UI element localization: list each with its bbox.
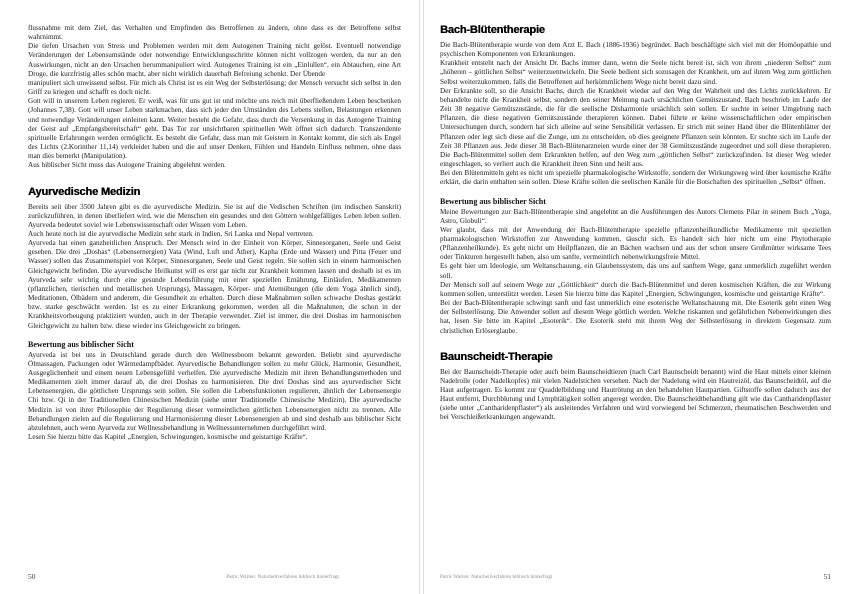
heading-bach-bluetentherapie: Bach-Blütentherapie	[440, 24, 545, 36]
paragraph: Die Bach-Blütentherapie wurde von dem Arzt E. Bach (1886-1936) begründet. Bach beschäftigte sich viel mit der Homöopathie und psychischen Komponenten von Erkrankungen.	[440, 41, 831, 59]
paragraph: Wer glaubt, dass mit der Anwendung der Bach-Blütentherapie spezielle pflanzenheilkundliche Medikamente mit speziellen pharmakologischen Wirkstoffen zur Anwendung kommen, täuscht sich. Es handelt sich hier nicht um eine Phytotherapie (Pflanzenheilkunde). Es geht nicht um Heilpflanzen, die an Bächen wachsen und aus der schon unsere Großmütter wirksame Tees oder Tinkturen hergestellt haben, also um sanfte, vermeintlich nebenwirkungsfreie Mittel.	[440, 225, 831, 262]
paragraph: Bei der Bach-Blütentherapie schwingt sanft und fast unmerklich eine esoterische Weltanschauung mit. Die Esoterik geht einen Weg der Selbsterlösung. Die Anwender sollen auf diesem Wege göttlich werden. Welche riskanten und gefährlichen Nebenwirkungen dies hat, lesen Sie bitte im Kapitel „Esoterik“. Die Esoterik steht mit ihrem Weg der Selbsterlösung in direktem Gegensatz zum christlichen Erlöserglaube.	[440, 299, 831, 335]
paragraph: Bereits seit über 3500 Jahren gibt es die ayurvedische Medizin. Sie ist auf die Vedischen Schriften (im indischen Sanskrit) zurückzuführen, in denen überliefert wird, wie die Menschen ein gesundes und den Göttern wohlgefälliges Leben leben sollen. Ayurveda bedeutet soviel wie Lebenswissenschaft oder Wissen vom Leben.	[28, 202, 401, 229]
page-50	[0, 0, 420, 594]
paragraph: Ayurveda hat einen ganzheitlichen Anspruch. Der Mensch wird in der Einheit von Körper, Sinnesorganen, Seele und Geist gesehen. Die drei „Doshas“ (Lebensernergien) Vata (Wind, Luft und Äther), Kapha (Erde und Wasser) und Pitta (Feuer und Wasser) sollen das Zusammenspiel von Körper, Sinnesorganen, Seele und Geist regeln. Sie sollen sich in einem harmonischen Gleichgewicht befinden. Die ayurvedische Heilkunst will es erst gar nicht zur Krankheit kommen lassen und deshalb ist es im Ayurveda sehr wichtig durch eine gesunde Lebensführung mit einer speziellen Ernährung, Einläufen, Medikamenten (pflanzlichen, tierischen und metallischen Ursprungs), Massagen, Körper- und Atemübungen (die dem Yoga ähnlich sind), Meditationen, Ölbädern und anderem, die Gesundheit zu erhalten. Durch diese Maßnahmen sollen schwache Doshas gestärkt bzw. starke geschwächt werden. Ist es zu einer Erkrankung gekommen, werden all die Maßnahmen, die schon in der Krankheitsvorbeugung praktiziert wurden, auch in der Therapie verwendet. Ziel ist immer, die drei Doshas im harmonischen Gleichgewicht zu halten bzw. diese wieder ins Gleichgewicht zu bringen.	[28, 239, 401, 330]
paragraph: Ayurveda ist bei uns in Deutschland gerade durch den Wellnessboom bekannt geworden. Beliebt sind ayurvedische Ölmassagen, Packungen oder Wärmedampfbäder. Ayurvedische Behandlungen sollen zu mehr Glück, Harmonie, Gesundheit, Ausgeglichenheit und einem neuen Lebensgefühl verhelfen. Die ayurvedische Medizin mit ihren Behandlungsmethoden und Medikamenten zielt immer darauf ab, die drei Doshas zu harmonisieren. Die drei Doshas sind aus ayurvedischer Sicht Lebensenergien, die göttlichen Ursprungs sein sollen. Sie sollen die Lebensfunktionen regulieren, ähnlich der Lebensenergie Chi bzw. Qi in der Traditionellen Chinesischen Medizin (siehe unter Traditionelle Chinesische Medizin). Die ayurvedische Medizin ist von ihrer Philosophie der Regulierung dieser vermeintlichen göttlichen Lebensenergien nicht zu trennen. Alle Behandlungen zielen auf die Regulierung und Harmonisierung dieser Lebensenergien ab und sind deshalb aus biblischer Sicht abzulehnen, auch wenn Ayurveda zur Wellnessbehandlung in Wellnessunternehmen durchgeführt wird.	[28, 350, 401, 432]
paragraph: Krankheit entsteht nach der Ansicht Dr. Bachs immer dann, wenn die Seele nicht bereit ist, sich von ihrem „niederen Selbst“ zum „höheren – göttlichen Selbst“ weiterzuentwickeln. Die Seele bedient sich sozusagen der Krankheit, um auf ihrem Weg zum göttlichen Selbst weiterzukommen, falls die Betroffenen auf herkömmlichem Wege nicht bereit dazu sind.	[440, 59, 831, 86]
paragraph: flussnahme mit dem Ziel, das Verhalten und Empfinden des Betroffenen zu ändern, ohne dass es der Betroffene selbst wahrnimmt.	[28, 24, 401, 42]
paragraph: Der Mensch soll auf seinem Wege zur „Göttlichkeit“ durch die Bach-Blütenmittel und deren kosmischen Kräften, die zur Wirkung kommen sollen, unterstützt werden. Lesen Sie hierzu bitte das Kapitel „Energien, Schwingungen, kosmische und geistartige Kräfte“.	[440, 280, 831, 298]
paragraph: Aus biblischer Sicht muss das Autogene Training abgelehnt werden.	[28, 161, 226, 170]
subheading-bewertung-aus-biblischer-sicht: Bewertung aus biblischer Sicht	[440, 196, 546, 206]
page-51	[423, 0, 847, 594]
running-footer: Patric Warten: Naturheilverfahren biblisch hinterfragt	[226, 575, 339, 580]
paragraph: Auch heute noch ist die ayurvedische Medizin sehr stark in Indien, Sri Lanka und Nepal vertreten.	[28, 229, 314, 238]
paragraph: Bei der Baunscheidt-Therapie oder auch beim Baunscheidtieren (nach Carl Baunscheidt benannt) wird die Haut mittels einer kleinen Nadelrolle (oder Nadelkopfes) mit vielen Nadelstichen versehen. Nach der Nadelung wird ein Hautreizöl, das Baunscheidtöl, auf die Haut aufgetragen. Es kommt zur Quaddelbildung und Hautrötung an den behandelten Hautpartien. Giftstoffe sollen dadurch aus der Haut entfernt, Durchblutung und Lymphtätigkeit sollen angeregt werden. Die Baunscheidtbehandlung gilt wie das Cantharidenpflaster (siehe unter „Cantharidenpflaster“) als ausleitendes Verfahren und wird vorwiegend bei Schmerzen, rheumatischen Beschwerden und bei Verschleißerkrankungen angewandt.	[440, 367, 831, 422]
running-footer: Patric Warten: Naturheilverfahren biblisch hinterfragt	[440, 575, 553, 580]
paragraph: Meine Bewertungen zur Bach-Blütentherapie sind angelehnt an die Ausführungen des Autors Clemens Pilar in seinem Buch „Yoga, Astro, Globuli“.	[440, 207, 831, 225]
heading-ayurvedische-medizin: Ayurvedische Medizin	[28, 185, 141, 198]
subheading-bewertung-aus-biblischer-sicht: Bewertung aus biblischer Sicht	[28, 339, 134, 349]
page-number: 51	[823, 572, 831, 581]
paragraph: Bei den Blütenmitteln geht es nicht um spezielle pharmakologische Wirkstoffe, sondern der Wirkungsweg wird über kosmische Kräfte erklärt, die darin enthalten sein sollen. Diese Kräfte sollen die seelischen Kanäle für die Botschaften des spirituellen „Selbst“ öffnen.	[440, 169, 831, 187]
paragraph: Gott will in unserem Leben regieren. Er weiß, was für uns gut ist und möchte uns reich mit überfließendem Leben beschenken (Johannes 7,38). Gott will unser Leben starkmachen, dass sich jeder den Umständen des Lebens stellen, Belastungen erkennen und notwendige Veränderungen einleiten kann. Weiter besteht die Gefahr, dass durch die Versenkung in das Autogene Training der Geist auf „Empfangsbereitschaft“ geht. Das Tor zur unsichtbaren spirituellen Welt öffnet sich dadurch. Transzendente spirituelle Erfahrungen werden ermöglicht. Es besteht die Gefahr, dass man mit Geistern in Kontakt kommt, die sich als Engel des Lichts (2.Korinther 11,14) verkleidet haben und die auf unser Denken, Fühlen und Handeln Einfluss nehmen, ohne dass man dies bemerkt (Manipulation).	[28, 97, 401, 161]
paragraph: Lesen Sie hierzu bitte das Kapitel „Energien, Schwingungen, kosmische und geistartige Kräfte“.	[28, 433, 308, 442]
paragraph: Der Erkrankte soll, so die Ansicht Bachs, durch die Krankheit wieder auf den Weg der Wahrheit und des Lichts zurückkehren. Er behandelte nicht die Krankheit selbst, sondern den seiner Meinung nach ursächlichen Gemütszustand. Bach beschrieb im Laufe der Zeit 38 negative Gemütszustände, die für die seelische Disharmonie ursächlich sein sollen. Er suchte in seiner Umgebung nach Pflanzen, die diese negativen Gemütszustände therapieren können. Dabei führte er keine wissenschaftlichen oder empirischen Untersuchungen durch, sondern hat sich alleine auf seine Sensibilität verlassen. Er strich mit seiner Hand über die Blütenblätter der Pflanzen oder legt sich diese auf die Zunge, um zu entscheiden, ob dies geeignete Pflanzen sein könnten. Er suchte sich im Laufe der Zeit 38 Pflanzen aus. Jede dieser 38 Bach-Blütenarzneien wurde einer der 38 Gemütszustände zugeordnet und soll diese therapieren. Die Bach-Blütenmittel sollen dem Erkrankten helfen, auf den Weg zum „göttlichen Selbst“ zurückzufinden. Ist dieser Weg wieder eingeschlagen, so verliert auch die Krankheit ihren Sinn und heilt aus.	[440, 86, 831, 169]
page-number: 50	[28, 572, 36, 581]
paragraph: Es geht hier um Ideologie, um Weltanschauung, ein Glaubenssystem, das uns auf sanftem Wege, ganz unmerklich zugeführt werden soll.	[440, 262, 831, 280]
heading-baunscheidt-therapie: Baunscheidt-Therapie	[440, 350, 553, 363]
paragraph: Die tiefen Ursachen von Stress und Problemen werden mit dem Autogenen Training nicht gelöst. Eventuell notwendige Veränderungen der Lebensumstände oder notwendige Entwicklungsschritte können nicht vollzogen werden, da nur an den Auswirkungen, nicht an den Ursachen herummanipuliert wird. Autogenes Training ist ein „Einlullen“, ein Abtauchen, eine Art Droge, die kurzfristig alles schön macht, aber nicht wirklich dauerhaft Befreiung schenkt. Der Übende	[28, 42, 401, 78]
paragraph: manipuliert sich unwissend selbst. Für mich als Christ ist es ein Weg der Selbsterlösung; der Mensch versucht sich selbst in den Griff zu kriegen und schafft es doch nicht.	[28, 78, 401, 97]
